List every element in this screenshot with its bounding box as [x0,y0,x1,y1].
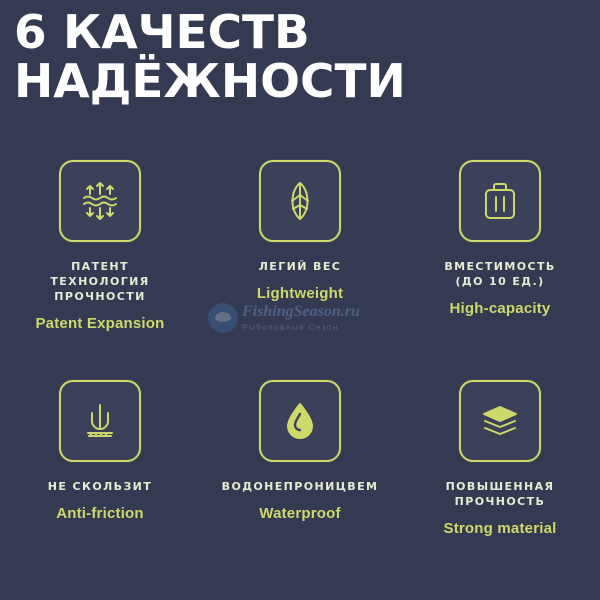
feature-label-en: High-capacity [449,299,551,317]
page-title [14,5,584,109]
feature-item [200,380,400,600]
feature-label-ru-line: ПАТЕНТ [71,260,129,273]
feature-label-en: Patent Expansion [35,314,165,332]
feature-icon-box [459,380,541,462]
feature-icon-box [259,160,341,242]
feature-label-en: Strong material [443,519,557,537]
suitcase-icon [476,177,524,225]
feature-icon-box [59,160,141,242]
feature-item [400,160,600,380]
feature-label-ru [222,480,379,495]
feature-grid [0,160,600,600]
watermark-main: FishingSeason.ru [242,303,360,320]
feature-label-ru [446,480,555,510]
feature-label-ru-line: ТЕХНОЛОГИЯ [50,274,150,288]
feature-label-en: Lightweight [256,284,344,302]
feature-label-ru [259,260,341,275]
water-drop-icon [276,397,324,445]
feature-label-ru-line: НЕ СКОЛЬЗИТ [47,480,153,493]
expansion-arrows-icon [76,177,124,225]
leaf-icon [276,177,324,225]
feature-icon-box [259,380,341,462]
feature-label-ru [48,480,152,495]
feature-label-ru-line: ВОДОНЕПРОНИЦВЕМ [221,480,379,493]
page-title-line-1: 6 КАЧЕСТВ [14,5,310,59]
feature-item [400,380,600,600]
feature-label-ru [444,260,555,290]
feature-icon-box [59,380,141,462]
feature-label-ru-line: ВМЕСТИМОСТЬ [444,260,556,273]
feature-label-ru-line: ПРОЧНОСТИ [54,289,146,303]
feature-label-ru-line: ПОВЫШЕННАЯ [445,480,555,493]
feature-label-ru [50,260,149,305]
page-title-line-2: НАДЁЖНОСТИ [14,54,406,109]
feature-item [200,160,400,380]
feature-icon-box [459,160,541,242]
feature-label-en: Waterproof [259,504,341,522]
anti-slip-icon [76,397,124,445]
feature-label-ru-line: ПРОЧНОСТЬ [454,494,546,508]
feature-label-ru-line: (ДО 10 ЕД.) [455,274,545,288]
feature-item [0,160,200,380]
feature-label-en: Anti-friction [56,504,144,522]
layers-icon [476,397,524,445]
feature-label-ru-line: ЛЕГИЙ ВЕС [258,260,342,273]
feature-item [0,380,200,600]
watermark-sub: Рыболовный Сезон [242,323,339,332]
